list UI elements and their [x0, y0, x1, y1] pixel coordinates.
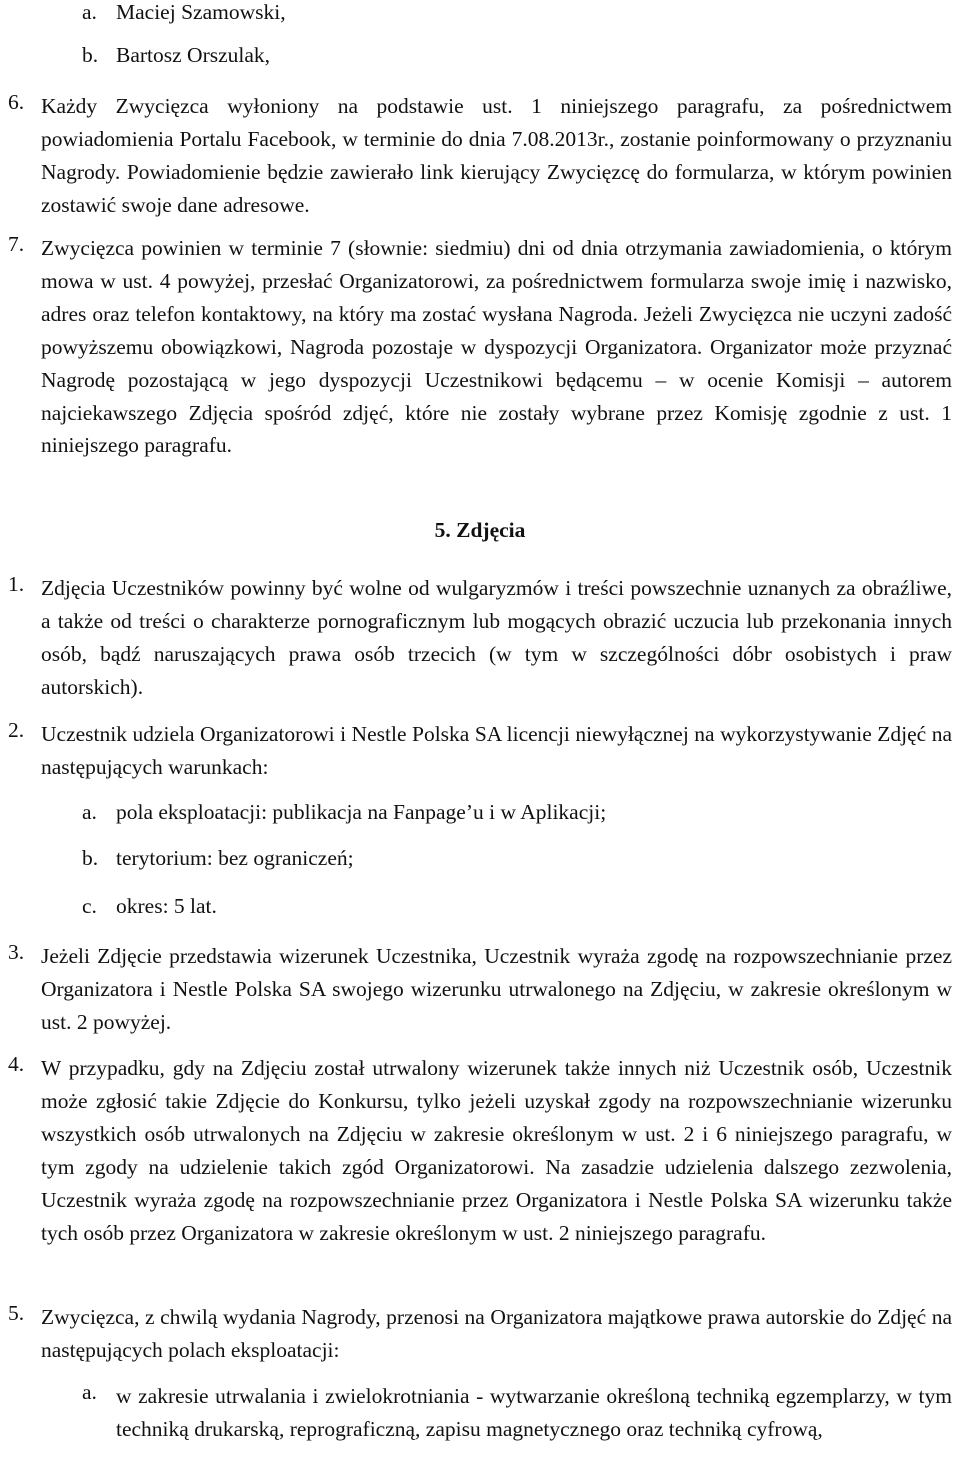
paragraph-number: 3.: [8, 940, 25, 964]
paragraph-text: Zwycięzca, z chwilą wydania Nagrody, przenosi na Organizatora majątkowe prawa autorskie do Zdjęć na następujących polach eksploatacji:: [41, 1305, 952, 1362]
paragraph-text: Uczestnik udziela Organizatorowi i Nestle Polska SA licencji niewyłącznej na wykorzystywanie Zdjęć na następujących warunkach:: [41, 722, 952, 779]
list-item-text: okres: 5 lat.: [116, 894, 217, 918]
paragraph-number: 4.: [8, 1052, 25, 1076]
paragraph-text: Zdjęcia Uczestników powinny być wolne od wulgaryzmów i treści powszechnie uznanych za obraźliwe, a także od treści o charakterze pornograficznym lub mogących obrazić uczucia lub przekonania innych osób, bądź naruszających prawa osób trzecich (w tym w szczególności dóbr osobistych i praw autorskich).: [41, 576, 952, 699]
paragraph-number: 1.: [8, 572, 25, 596]
paragraph-text: Zwycięzca powinien w terminie 7 (słownie: siedmiu) dni od dnia otrzymania zawiadomienia, o którym mowa w ust. 4 powyżej, przesłać Organizatorowi, za pośrednictwem formularza swoje imię i nazwisko, adres oraz telefon kontaktowy, na który ma zostać wysłana Nagroda. Jeżeli Zwycięzca nie uczyni zadość powyższemu obowiązkowi, Nagroda pozostaje w dyspozycji Organizatora. Organizator może przyznać Nagrodę pozostającą w jego dyspozycji Uczestnikowi będącemu – w ocenie Komisji – autorem najciekawszego Zdjęcia spośród zdjęć, które nie zostały wybrane przez Komisję zgodnie z ust. 1 niniejszego paragrafu.: [41, 236, 952, 458]
list-marker: a.: [82, 1380, 97, 1404]
paragraph-number: 5.: [8, 1301, 25, 1325]
paragraph-text: Każdy Zwycięzca wyłoniony na podstawie ust. 1 niniejszego paragrafu, za pośrednictwem powiadomienia Portalu Facebook, w terminie do dnia 7.08.2013r., zostanie poinformowany o przyznaniu Nagrody. Powiadomienie będzie zawierało link kierujący Zwycięzcę do formularza, w którym powinien zostawić swoje dane adresowe.: [41, 94, 952, 217]
list-marker: a.: [82, 800, 97, 824]
paragraph-number: 6.: [8, 90, 25, 114]
list-marker: b.: [82, 846, 99, 870]
list-marker: b.: [82, 43, 99, 67]
paragraph-number: 7.: [8, 232, 25, 256]
list-item-text: pola eksploatacji: publikacja na Fanpage’u i w Aplikacji;: [116, 800, 607, 824]
paragraph-text: W przypadku, gdy na Zdjęciu został utrwalony wizerunek także innych niż Uczestnik osób, Uczestnik może zgłosić takie Zdjęcie do Konkursu, tylko jeżeli uzyskał zgody na rozpowszechnianie wizerunku wszystkich osób utrwalonych na Zdjęciu w zakresie określonym w ust. 2 i 6 niniejszego paragrafu, w tym zgody na udzielenie takich zgód Organizatorowi. Na zasadzie udzielenia dalszego zezwolenia, Uczestnik wyraża zgodę na rozpowszechnianie przez Organizatora i Nestle Polska SA wizerunku także tych osób przez Organizatora w zakresie określonym w ust. 2 niniejszego paragrafu.: [41, 1056, 952, 1245]
list-item-text: Bartosz Orszulak,: [116, 43, 271, 67]
section-heading: 5. Zdjęcia: [434, 518, 526, 542]
paragraph-text: Jeżeli Zdjęcie przedstawia wizerunek Uczestnika, Uczestnik wyraża zgodę na rozpowszechnianie przez Organizatora i Nestle Polska SA swojego wizerunku utrwalonego na Zdjęciu, w zakresie określonym w ust. 2 powyżej.: [41, 944, 952, 1034]
list-item-text: terytorium: bez ograniczeń;: [116, 846, 354, 870]
list-marker: c.: [82, 894, 97, 918]
paragraph-number: 2.: [8, 718, 25, 742]
list-marker: a.: [82, 0, 97, 24]
list-item-text: w zakresie utrwalania i zwielokrotniania - wytwarzanie określoną techniką egzemplarzy, w tym techniką drukarską, reprograficzną, zapisu magnetycznego oraz techniką cyfrową,: [116, 1384, 952, 1441]
list-item-text: Maciej Szamowski,: [116, 0, 286, 24]
